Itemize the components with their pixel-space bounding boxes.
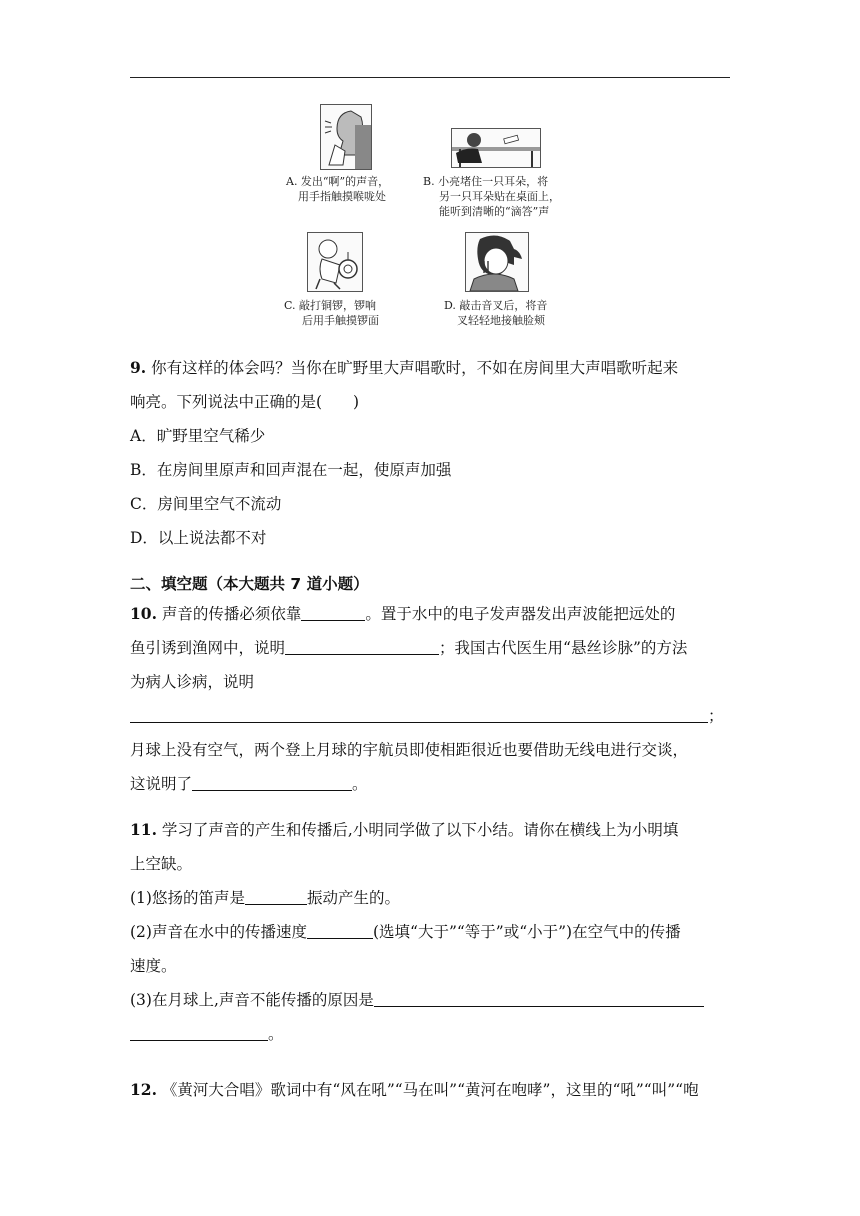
q10-text-1a: 声音的传播必须依靠: [161, 605, 302, 623]
figure-b-image: [451, 128, 541, 168]
figure-a-caption-1: A. 发出“啊”的声音，: [286, 175, 390, 188]
q11-text-p3a: (3)在月球上,声音不能传播的原因是: [130, 991, 374, 1009]
q10-blank-4[interactable]: [192, 774, 352, 791]
q12-line-1: [130, 1080, 699, 1100]
q10-text-2b: ；我国古代医生用“悬丝诊脉”的方法: [439, 639, 688, 657]
figure-c-caption-2: 后用手触摸锣面: [302, 314, 379, 327]
q10-text-4-end: ；: [708, 707, 724, 725]
throat-touch-icon: [321, 105, 371, 169]
q9-stem-2: 响亮。下列说法中正确的是( ): [130, 393, 360, 411]
q11-part-2: [130, 922, 681, 942]
q11-line-1: [130, 820, 678, 840]
q12-number: 12.: [130, 1080, 157, 1099]
q10-line-3: 为病人诊病，说明: [130, 673, 255, 691]
q11-blank-2[interactable]: [307, 922, 373, 939]
q10-blank-2[interactable]: [285, 638, 439, 655]
q10-text-6b: 。: [352, 775, 368, 793]
q11-text-p1a: (1)悠扬的笛声是: [130, 889, 245, 907]
q11-blank-1[interactable]: [245, 888, 307, 905]
q10-line-6: [130, 774, 368, 794]
q11-line-2: 上空缺。: [130, 855, 193, 873]
q10-blank-1[interactable]: [301, 604, 365, 621]
q9-option-d: D．以上说法都不对: [130, 529, 267, 547]
gong-icon: [308, 233, 362, 291]
q9-number: 9.: [130, 358, 147, 377]
q10-number: 10.: [130, 604, 157, 623]
q11-text-p2b: (选填“大于”“等于”或“小于”)在空气中的传播: [372, 923, 681, 941]
q11-part-3-cont: [130, 1024, 284, 1044]
figure-c-caption-1: C. 敲打铜锣，锣响: [284, 299, 377, 312]
q11-part-1: [130, 888, 400, 908]
figure-c-image: [307, 232, 363, 292]
header-rule: [130, 77, 730, 78]
q12-text-1: 《黄河大合唱》歌词中有“风在吼”“马在叫”“黄河在咆哮”，这里的“吼”“叫”“咆: [161, 1081, 699, 1099]
q9-option-a: A．旷野里空气稀少: [130, 427, 266, 445]
figure-a-caption-2: 用手指触摸喉咙处: [298, 190, 386, 203]
q11-text-p3-end: 。: [268, 1025, 284, 1043]
q10-text-6a: 这说明了: [130, 775, 193, 793]
figure-a-image: [320, 104, 372, 170]
q10-line-2: [130, 638, 687, 658]
q10-line-4: [130, 706, 724, 726]
figure-b-caption-2: 另一只耳朵贴在桌面上，: [439, 190, 560, 203]
section-2-title: 二、填空题（本大题共 7 道小题）: [130, 575, 369, 593]
q11-part-3: [130, 990, 704, 1010]
q11-blank-3-cont[interactable]: [130, 1024, 268, 1041]
figure-b-caption-1: B. 小亮堵住一只耳朵，将: [423, 175, 549, 188]
q9-option-c: C．房间里空气不流动: [130, 495, 282, 513]
q11-number: 11.: [130, 820, 157, 839]
q9-stem-line-1: [130, 358, 678, 378]
figure-d-caption-1: D. 敲击音叉后，将音: [444, 299, 548, 312]
figure-d-image: [465, 232, 529, 292]
q11-blank-3[interactable]: [374, 990, 704, 1007]
q10-text-1b: 。置于水中的电子发声器发出声波能把远处的: [365, 605, 676, 623]
q10-text-2a: 鱼引诱到渔网中，说明: [130, 639, 286, 657]
q11-part-2-cont: 速度。: [130, 957, 177, 975]
q9-stem-1: 你有这样的体会吗？当你在旷野里大声唱歌时，不如在房间里大声唱歌听起来: [151, 359, 679, 377]
figure-d-caption-2: 叉轻轻地接触脸颊: [457, 314, 545, 327]
figure-b-caption-3: 能听到清晰的“滴答”声: [439, 205, 550, 218]
q11-text-p1b: 振动产生的。: [306, 889, 400, 907]
ear-on-table-icon: [452, 129, 540, 167]
q10-line-5: 月球上没有空气，两个登上月球的宇航员即使相距很近也要借助无线电进行交谈，: [130, 741, 689, 759]
q10-blank-3[interactable]: [130, 706, 708, 723]
q11-text-p2a: (2)声音在水中的传播速度: [130, 923, 307, 941]
tuning-fork-icon: [466, 233, 528, 291]
q9-option-b: B．在房间里原声和回声混在一起，使原声加强: [130, 461, 452, 479]
q11-text-1: 学习了声音的产生和传播后,小明同学做了以下小结。请你在横线上为小明填: [161, 821, 679, 839]
q10-line-1: [130, 604, 675, 624]
